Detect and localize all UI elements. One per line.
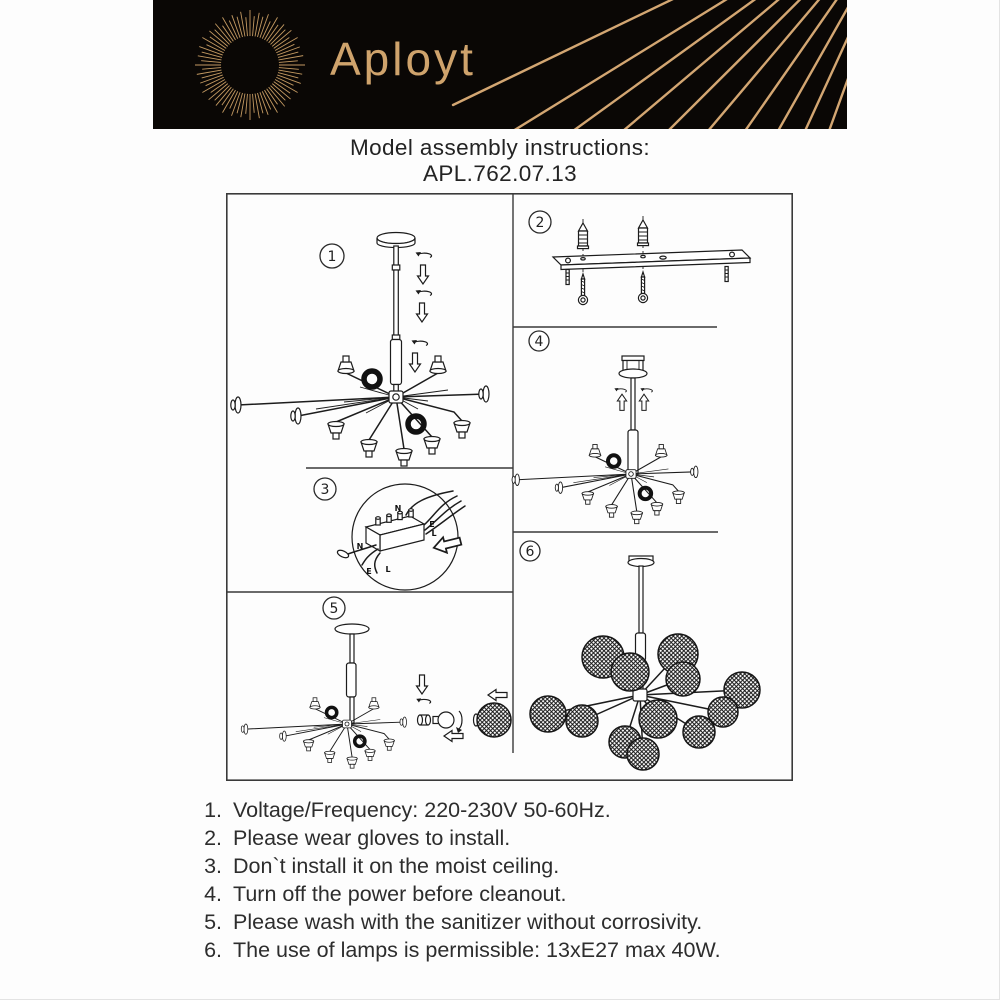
bracket-stud: [725, 267, 728, 282]
left-arrow-icon: [444, 731, 463, 742]
instruction-item: [188, 936, 828, 964]
instruction-text: Turn off the power before cleanout.: [233, 882, 567, 906]
wire-label-l: L: [431, 529, 437, 538]
step-5-panel: [241, 597, 511, 768]
rotate-arrow-icon: [412, 340, 428, 346]
instruction-number: 5.: [204, 910, 222, 934]
step-4-number: 4: [534, 334, 544, 350]
up-arrow-icon: [639, 394, 648, 410]
instruction-number: 3.: [204, 854, 222, 878]
instruction-number: 4.: [204, 882, 222, 906]
instruction-item: [188, 908, 828, 936]
step-5-number: 5: [329, 601, 339, 617]
instruction-item: [188, 824, 828, 852]
step-4-panel: [512, 331, 698, 524]
header-banner: [153, 0, 847, 129]
rotate-arrow-icon: [416, 698, 430, 703]
step-6-number: 6: [525, 544, 535, 560]
chandelier-body: [241, 698, 406, 768]
wire-label-e: E: [366, 567, 372, 576]
rotate-arrow-icon: [416, 290, 432, 296]
step-6-panel: [520, 541, 760, 770]
rod-section-thick: [391, 340, 402, 385]
wall-anchor-icon: [578, 223, 589, 249]
rotate-arrow-icon: [416, 252, 432, 258]
instruction-number: 1.: [204, 798, 222, 822]
assembly-diagram: [226, 193, 793, 781]
rod-section: [350, 634, 354, 663]
step-1-number: 1: [327, 249, 337, 265]
wire-label-e: E: [429, 520, 435, 529]
screw-icon: [638, 272, 647, 303]
rotate-arrow-icon: [459, 711, 462, 729]
left-arrow-icon: [488, 690, 507, 701]
instruction-item: [188, 796, 828, 824]
assembly-diagram-box: [226, 193, 793, 781]
step-2-number: 2: [535, 215, 545, 231]
mesh-globe-shade: [474, 703, 512, 737]
instructions-list: [188, 796, 828, 964]
instruction-text: Please wear gloves to install.: [233, 826, 511, 850]
step-1-panel: [231, 233, 489, 467]
wire-label-l: L: [385, 565, 391, 574]
instruction-text: Voltage/Frequency: 220-230V 50-60Hz.: [233, 798, 611, 822]
down-arrow-icon: [410, 353, 421, 372]
rod-section: [394, 270, 399, 336]
step-3-number: 3: [320, 482, 330, 498]
instruction-item: [188, 880, 828, 908]
step-2-panel: [529, 211, 750, 305]
canopy: [619, 356, 647, 378]
ceiling-cap: [335, 624, 369, 634]
instruction-item: [188, 852, 828, 880]
corner-rays-icon: [153, 0, 847, 129]
instruction-number: 2.: [204, 826, 222, 850]
model-number: APL.762.07.13: [422, 161, 578, 186]
step-3-panel: [314, 478, 465, 590]
terminal-screw: [387, 514, 391, 522]
instruction-text: Don`t install it on the moist ceiling.: [233, 854, 560, 878]
wire-label-n: N: [356, 542, 364, 551]
chandelier-body: [231, 356, 489, 466]
rod-section-thick: [347, 663, 357, 697]
wall-anchor-icon: [638, 220, 649, 246]
page-title: Model assembly instructions:: [349, 135, 651, 160]
instruction-text: The use of lamps is permissible: 13xE27 max 40W.: [233, 938, 721, 962]
finished-chandelier: [530, 556, 760, 770]
rod-section: [394, 246, 399, 266]
down-arrow-icon: [417, 675, 428, 694]
rotate-arrow-icon: [640, 388, 652, 392]
wire-sleeve: [336, 549, 349, 560]
light-bulb-icon: [433, 712, 454, 728]
screw-icon: [578, 274, 587, 305]
chandelier-body: [512, 444, 698, 523]
down-arrow-icon: [417, 303, 428, 322]
rod-section-thick: [628, 430, 638, 476]
rotate-arrow-icon: [614, 388, 626, 392]
down-arrow-icon: [418, 265, 429, 284]
instruction-number: 6.: [204, 938, 222, 962]
wire-label-n: N: [394, 504, 402, 513]
rod-section: [639, 566, 643, 633]
title-block: [0, 135, 1000, 187]
brand-wordmark: Aployt: [330, 33, 476, 85]
rod-section: [631, 378, 635, 430]
lamp-socket: [418, 715, 431, 725]
instruction-text: Please wash with the sanitizer without corrosivity.: [233, 910, 703, 934]
bracket-stud: [566, 270, 569, 285]
up-arrow-icon: [617, 394, 626, 410]
terminal-screw: [376, 517, 380, 525]
terminal-screw: [409, 509, 413, 517]
